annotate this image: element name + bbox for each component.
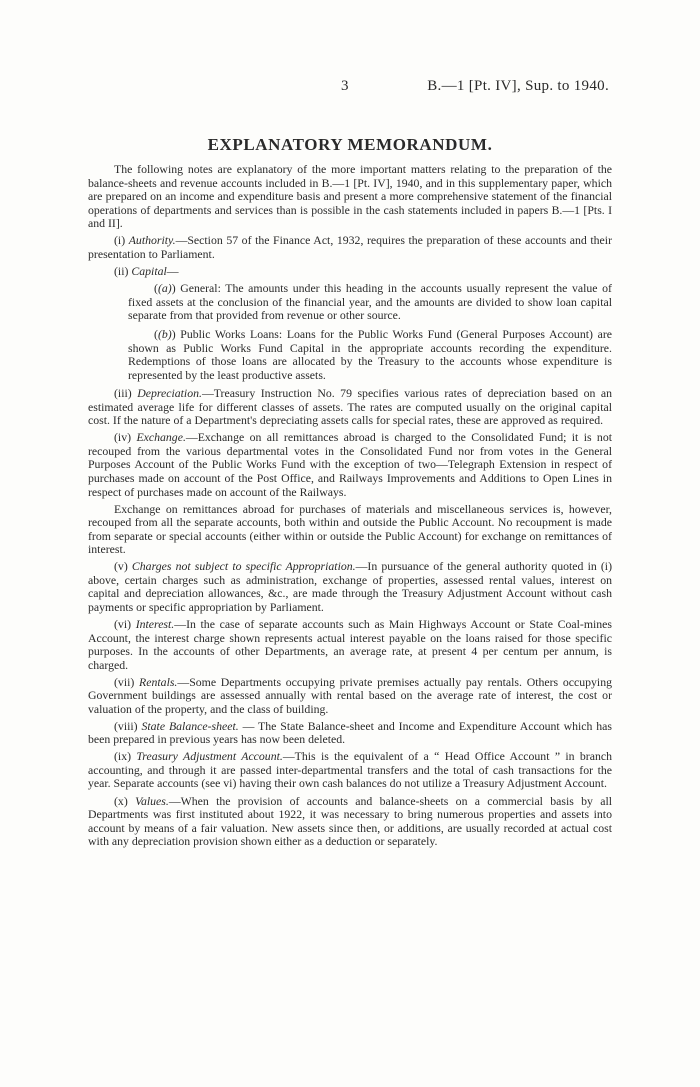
intro-paragraph: The following notes are explanatory of the more important matters relating to the preparation of the balance-sheets and revenue accounts included in B.—1 [Pt. IV], 1940, and in this supplementary paper, which are prepared on an income and expenditure basis and present a more comprehensive statement of the financial operations of departments and services than is possible in the cash statements included in papers B.—1 [Pts. I and II]. — [88, 162, 612, 231]
note-heading: Values. — [135, 793, 169, 808]
note-heading: Treasury Adjustment Account. — [136, 749, 283, 764]
note-heading: Rentals. — [139, 674, 178, 689]
note-heading: Authority. — [128, 233, 176, 248]
note-interest: (vi) Interest.—In the case of separate accounts such as Main Highways Account or State Coal-mines Account, the interest charge shown represents actual interest payable on the loans raised for those specific purposes. In the accounts of other Departments, an average rate, at present 4 per centum per annum, is charged. — [88, 616, 612, 672]
note-rentals: (vii) Rentals.—Some Departments occupying private premises actually pay rentals. Others occupying Government buildings are assessed annually with rental based on the average rate of interest, the cost or valuation of the property, and the class of building. — [88, 674, 613, 716]
page-title: EXPLANATORY MEMORANDUM. — [207, 135, 493, 154]
note-treasury-adjustment: (ix) Treasury Adjustment Account.—This is the equivalent of a “ Head Office Account ” in branch accounting, and through it are passed inter-departmental transfers and the total of cash transactions for the year. Separate accounts (see vi) having their own cash balances do not utilize a Treasury Adjustment Account. — [88, 749, 613, 791]
note-heading: Depreciation. — [137, 386, 202, 401]
note-heading: Exchange. — [136, 430, 186, 445]
note-heading: State Balance-sheet. — [141, 718, 239, 733]
subnote-marker: (b) — [157, 327, 172, 342]
subnote-general: ((a)) General: The amounts under this heading in the accounts usually represent the value of fixed assets at the conclusion of the financial year, and the amounts are divided to show loan capital separate from that provided from revenue or other source. — [128, 281, 612, 323]
subnote-public-works-loans: ((b)) Public Works Loans: Loans for the Public Works Fund (General Purposes Account) are shown as Public Works Fund Capital in the appropriate accounts recording the expenditure. Redemptions of those loans are allocated by the Treasury to the accounts whose expenditure is represented by the least productive assets. — [128, 327, 612, 382]
note-exchange: (iv) Exchange.—Exchange on all remittances abroad is charged to the Consolidated Fund; it is not recouped from the various departmental votes in the Consolidated Fund nor from votes in the General Purposes Account of the Public Works Fund with the exception of two—Telegraph Extension in respect of purchases made on account of the Post Office, and Railways Improvements and Additions to Open Lines in respect of purchases made on account of the Railways. — [88, 430, 613, 499]
memorandum-body — [88, 163, 612, 852]
note-authority: (i) Authority.—Section 57 of the Finance Act, 1932, requires the preparation of these accounts and their presentation to Parliament. — [88, 233, 613, 261]
note-depreciation: (iii) Depreciation.—Treasury Instruction No. 79 specifies various rates of depreciation based on an estimated average life for different classes of assets. The rates are computed usually on the original capital cost. If the nature of a Department's depreciating assets calls for special rates, these are approved as required. — [88, 386, 612, 428]
exchange-continuation: Exchange on remittances abroad for purchases of materials and miscellaneous services is, however, recouped from all the separate accounts, both within and outside the Public Account. No recoupment is made from separate or special accounts (either within or outside the Public Account) for exchange on remittances of interest. — [88, 501, 612, 557]
page-number: 3 — [341, 78, 349, 94]
note-heading: Interest. — [135, 616, 175, 631]
note-heading: Charges not subject to specific Appropriation. — [131, 559, 356, 574]
note-charges: (v) Charges not subject to specific Appropriation.—In pursuance of the general authority quoted in (i) above, certain charges such as administration, exchange of properties, assessed rental values, interest on capital and depreciation allowances, &c., are made through the Treasury Adjustment Account without cash payments or specific appropriation by Parliament. — [88, 559, 613, 614]
subnote-marker: (a) — [157, 281, 172, 296]
note-state-balance-sheet: (viii) State Balance-sheet. — The State Balance-sheet and Income and Expenditure Account which has been prepared in previous years has now been deleted. — [88, 718, 612, 747]
note-heading: Capital — [131, 263, 167, 278]
document-reference: B.—1 [Pt. IV], Sup. to 1940. — [427, 78, 609, 94]
note-values: (x) Values.—When the provision of accounts and balance-sheets on a commercial basis by all Departments was first instituted about 1922, it was necessary to bring numerous properties and assets into account by means of a fair valuation. New assets since then, or additions, are usually recorded at actual cost with any depreciation provision shown either as a deduction or separately. — [88, 793, 613, 849]
note-capital: (ii) Capital— — [114, 263, 179, 278]
